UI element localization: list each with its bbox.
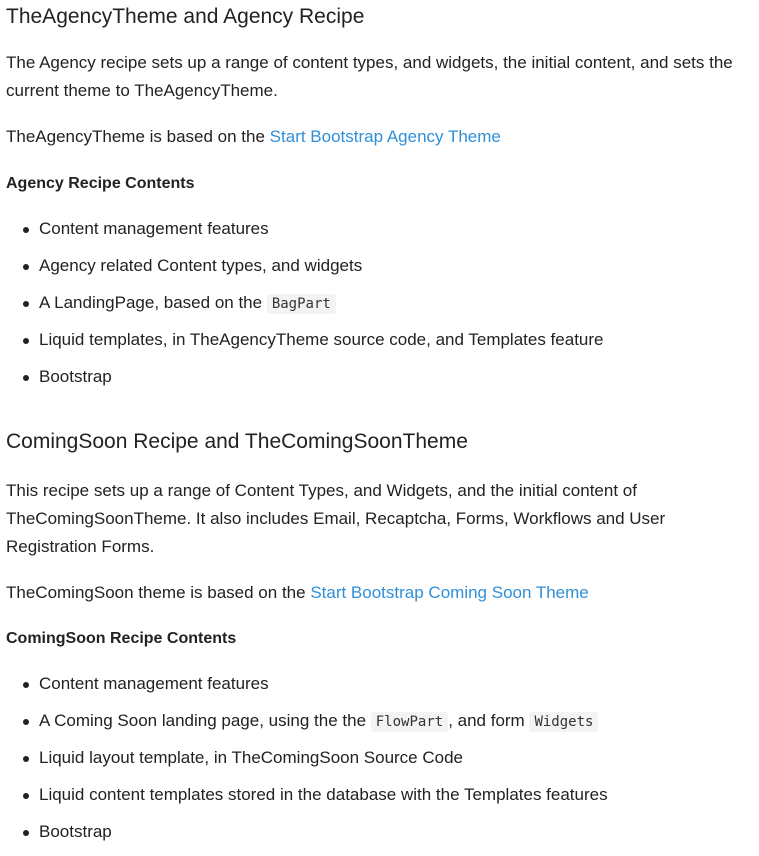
- inline-code-flowpart: FlowPart: [371, 712, 448, 732]
- list-item: [39, 290, 604, 316]
- agency-theme-link[interactable]: Start Bootstrap Agency Theme: [269, 127, 501, 146]
- comingsoon-intro-paragraph: This recipe sets up a range of Content Types, and Widgets, and the initial content of TheComingSoonTheme. It also includes Email, Recaptcha, Forms, Workflows and User Registration Forms.: [6, 481, 666, 556]
- agency-intro-paragraph: The Agency recipe sets up a range of content types, and widgets, the initial content, and sets the current theme to TheAgencyTheme.: [6, 53, 733, 100]
- comingsoon-based-on-paragraph: [6, 579, 589, 607]
- list-item: Liquid layout template, in TheComingSoon Source Code: [39, 745, 608, 771]
- agency-based-on-paragraph: [6, 123, 501, 151]
- list-item: [39, 708, 608, 734]
- section-title-agency: TheAgencyTheme and Agency Recipe: [6, 5, 365, 28]
- list-item: Bootstrap: [39, 364, 604, 390]
- list-item-text: A LandingPage, based on the: [39, 293, 267, 312]
- agency-based-on-text: TheAgencyTheme is based on the: [6, 127, 270, 146]
- list-item-text: , and form: [448, 711, 530, 730]
- list-item: Liquid content templates stored in the database with the Templates features: [39, 782, 608, 808]
- list-item: Agency related Content types, and widgets: [39, 253, 604, 279]
- list-item: Liquid templates, in TheAgencyTheme source code, and Templates feature: [39, 327, 604, 353]
- comingsoon-contents-list: [6, 671, 608, 856]
- list-item: Content management features: [39, 216, 604, 242]
- inline-code-bagpart: BagPart: [267, 294, 336, 314]
- list-item: Content management features: [39, 671, 608, 697]
- list-item-text: A Coming Soon landing page, using the the: [39, 711, 371, 730]
- section-title-comingsoon: ComingSoon Recipe and TheComingSoonTheme: [6, 430, 468, 453]
- comingsoon-based-on-text: TheComingSoon theme is based on the: [6, 583, 311, 602]
- agency-contents-heading: Agency Recipe Contents: [6, 175, 195, 192]
- list-item: Bootstrap: [39, 819, 608, 845]
- comingsoon-contents-heading: ComingSoon Recipe Contents: [6, 630, 237, 647]
- agency-contents-list: [6, 216, 604, 401]
- inline-code-widgets: Widgets: [529, 712, 598, 732]
- comingsoon-theme-link[interactable]: Start Bootstrap Coming Soon Theme: [310, 583, 589, 602]
